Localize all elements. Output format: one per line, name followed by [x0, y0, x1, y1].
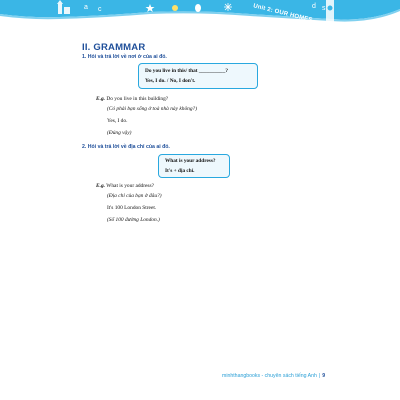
unit-title: Unit 2: OUR HOMES: [252, 3, 313, 24]
sun-icon: [172, 5, 178, 11]
pattern-2-line-2: It's + địa chỉ.: [165, 168, 195, 174]
example-1-question-translation: (Có phải bạn sống ở toà nhà này không?): [107, 106, 198, 112]
example-2-answer: It's 100 London Street.: [107, 205, 157, 211]
letter-d: d: [312, 3, 316, 10]
example-2-question-translation: (Địa chỉ của bạn ở đâu?): [107, 193, 162, 199]
example-label: E.g.: [96, 96, 105, 102]
pattern-2-line-1: What is your address?: [165, 158, 216, 164]
example-2-question-text: What is your address?: [106, 183, 155, 189]
pattern-1-line-2: Yes, I do. / No, I don't.: [145, 78, 196, 84]
example-2-question: [96, 183, 154, 189]
section-title: II. GRAMMAR: [82, 42, 146, 53]
example-2-answer-translation: (Số 100 đường London.): [107, 217, 160, 223]
question-1-title: 1. Hỏi và trả lời về nơi ở của ai đó.: [82, 54, 167, 60]
example-1-question: [96, 96, 168, 102]
letter-a: a: [84, 4, 88, 11]
footer-text: minhthangbooks - chuyên sách tiếng Anh: [222, 373, 317, 379]
snowflake-icon: [224, 3, 232, 11]
tower-icon: [326, 0, 334, 22]
example-1-answer: Yes, I do.: [107, 118, 128, 124]
question-2-title: 2. Hỏi và trả lời về địa chỉ của ai đó.: [82, 144, 170, 150]
page-number: 9: [322, 373, 326, 379]
page-footer: [222, 373, 325, 379]
header-banner: [0, 0, 400, 22]
example-label: E.g.: [96, 183, 105, 189]
letter-c: c: [98, 6, 102, 13]
footer-separator: |: [318, 373, 321, 379]
example-1-question-text: Do you live in this building?: [106, 96, 169, 102]
pattern-1-line-1: Do you live in this/ that __________?: [145, 68, 228, 74]
example-1-answer-translation: (Đúng vậy): [107, 130, 132, 136]
letter-s: s: [322, 5, 326, 12]
question-1-pattern-box: [138, 63, 258, 89]
question-2-pattern-box: [158, 154, 230, 178]
hand-icon: [195, 4, 201, 12]
